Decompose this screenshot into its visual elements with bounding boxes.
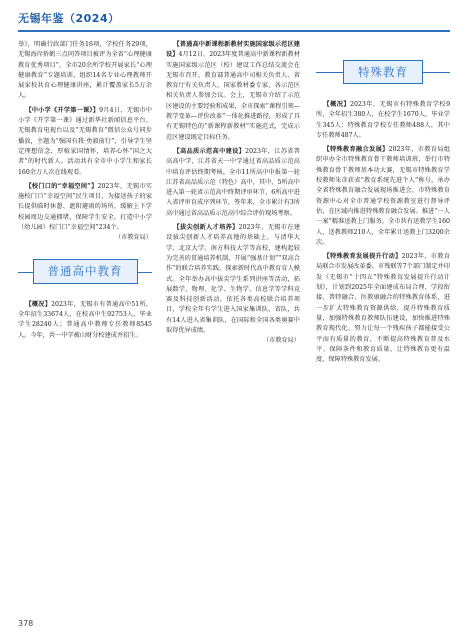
section-banner <box>316 54 450 90</box>
page-number: 378 <box>18 619 34 628</box>
paragraph-text: 9月4日，无锡市中小学《开学第一课》通过新华社新闻信息平台、无锡教育电视台以及“无锡教育”微信公众号同步播放，主题为“强国有我·勇毅前行”，引导学生坚定理想信念，厚植家国情怀，培养心怀“国之大者”的时代新人。活动共有全市中小学生和家长160余万人次在线观看。 <box>18 106 152 176</box>
paragraph <box>316 145 450 248</box>
paragraph: 举》，明确行政部门任务16项，学校任务29项，无锡海岸侨鹤三点问答项目被评为全省“心理健康教育优秀项目”，全市20余所学校开展家长“心理健康教育”专题培训，组织14名专业心理教师开展家校共育心理健康讲座，累计覆盖家长5万余人。 <box>18 41 152 100</box>
header-rule <box>18 30 450 32</box>
source-note: （市教育局） <box>262 337 300 345</box>
paragraph-text: 2023年，无锡市有特殊教育学校9所，全年招生380人，在校学生1670人，毕业学生345人；特殊教育学校专任教师488人，其中专任教师487人。 <box>316 101 450 139</box>
paragraph <box>316 252 450 365</box>
section-heading: 【中小学《开学第一课》】 <box>25 106 100 114</box>
section-heading: 【概况】 <box>25 300 52 308</box>
banner-title: 特殊教育 <box>343 60 423 84</box>
section-banner <box>18 254 152 290</box>
column-left <box>18 40 152 610</box>
column-right <box>316 40 450 610</box>
paragraph <box>166 40 300 143</box>
paragraph-text: 2023年，市教育局联合市发展改革委、市残联等7个部门制定并印发《无锡市“十四五”特殊教育发展提升行动计划》，计划到2025年全面建成布局合理、学段衔接、普特融合、医教康融合的特殊教育体系，进一步扩大特殊教育资源供给，提升特殊教育质量，加强特殊教育教师队伍建设，加快推进特殊教育现代化，努力让每一个残疾孩子都能接受公平而有质量的教育，不断提高特殊教育普及水平、保障条件和教育质量，让特殊教育更有温度、保障特殊教育发展。 <box>316 253 450 364</box>
paragraph <box>18 106 152 178</box>
paragraph <box>166 147 300 219</box>
page-header <box>18 10 450 32</box>
paragraph <box>18 182 152 233</box>
paragraph-text: 4月12日，2023年度普通高中新课程新教材实施国家级示范区（校）建设工作总结交流会在无锡市召开，教育部普通高中司相关负责人、省教育厅有关负责人、国家教材委专家、各示范区相关负责人参加会议。会上，无锡市介绍了示范区建设的主要经验和成果，全市探索“课程引领—教学变革—评价改革”一体化推进路径，形成了具有无锡特色的“新课程新教材”实施范式，完成示范区建设既定目标任务。 <box>166 51 300 141</box>
paragraph-text: 2023年，无锡市有普通高中51所，全年招生33674人，在校高中生92753人，毕业学生28240人；普通高中教师专任教师8545人。今年，共一中学被山财分校建成并招生。 <box>18 300 152 339</box>
paragraph <box>18 300 152 341</box>
paragraph-text: 2023年，江苏省普高高中学，江苏省天一中学通过省高品质示范高中培育评估终期考核。全市11所高中申报第一轮江苏省高品质示范（特色）高中，其中，5所高中进入第一轮省示范高中终期评审环节，6所高中进入省评审育成序列环节，签年来，全市累计有3所高中通过省高品质示范高中综合评价现场考察。 <box>166 147 300 217</box>
section-heading: 【校门口的“幸福空间”】 <box>25 182 98 190</box>
source-note: （市教育局） <box>114 234 152 242</box>
yearbook-title: 无锡年鉴（2024） <box>18 12 120 25</box>
paragraph-text: 2023年，无锡市实施校门口“幸福空间”民生项目，为接送孩子的家长提供临时休憩、遮阳避雨的场所，缓解上下学校园周边交通拥堵，保障学生安全，打造中小学（幼儿园）校门口“幸福空间”234个。 <box>18 182 152 232</box>
paragraph-text: 2023年，市教育局组织申办全市特殊教育骨干教师培训班，举行市特殊教育骨干教师基本功大赛，无锡市特殊教育学校教师朱彦获省“教育系统先进个人”称号，承办全省特殊教育融合发展现场推进会，市特殊教育资源中心对全市普通学校资源教室进行督导评估，在区域内推进特殊教育融合发展。推进“一人一案”精准送教上门服务，全市共有送教学生160人，送教教师210人，全年累计送教上门3200余次。 <box>316 146 450 246</box>
section-heading: 【概况】 <box>323 101 351 108</box>
section-heading: 【特殊教育发展提升行动】 <box>323 253 402 261</box>
paragraph <box>316 100 450 141</box>
paragraph <box>166 223 300 336</box>
banner-title: 普通高中教育 <box>33 259 138 283</box>
section-heading: 【高品质示范高中建设】 <box>173 147 246 155</box>
section-heading: 【拔尖创新人才培养】 <box>173 224 239 232</box>
column-middle <box>166 40 300 610</box>
section-heading: 【普通高中新课程新教材实施国家级示范区建设】 <box>166 41 300 59</box>
paragraph-text: 2023年，无锡市在建设拔尖创新人才培养高地的基础上，与清华大学、北京大学、南方科技大学等高校，建构起较为完善的贯通培养机制，开展“强基计划”“双高合作”的联合培养实践，探索新时代高中教育育人模式。全年举办高中拔尖学生系列讲座等活动，拓展数学、物理、化学、生物学、信息学等学科竞赛及科技创新活动，依托各类高校联合培养项目，学校全年有学生进入国家集训队、省队，共有14人进入省集训队，在国际和全国各类奥赛中取得优异成绩。 <box>166 224 300 335</box>
section-heading: 【特殊教育融合发展】 <box>323 146 389 154</box>
